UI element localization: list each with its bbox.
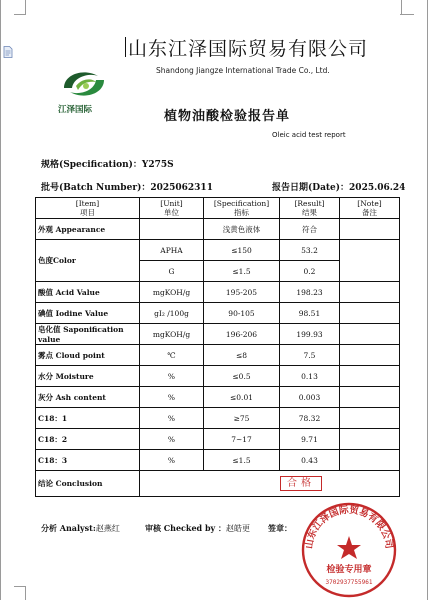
header-spec-cn: 指标 [234, 208, 249, 217]
item-cell: 雾点 Cloud point [36, 345, 140, 366]
company-logo-text: 江泽国际 [58, 105, 93, 115]
date-label: 报告日期(Date)： [272, 183, 350, 193]
item-cell: C18：3 [36, 450, 140, 471]
result-cell: 0.43 [280, 450, 340, 471]
note-cell [340, 387, 400, 408]
signature-label: 签章： [268, 523, 292, 533]
header-item [36, 198, 140, 219]
unit-cell: % [140, 429, 204, 450]
note-cell [340, 240, 400, 282]
checked-label: 审核 Checked by ： [145, 523, 226, 533]
item-cell: 水分 Moisture [36, 366, 140, 387]
spec-cell: ≥75 [204, 408, 280, 429]
result-cell: 53.2 [280, 240, 340, 261]
spec-cell: ≤0.5 [204, 366, 280, 387]
result-cell: 78.32 [280, 408, 340, 429]
table-row [36, 387, 400, 408]
date-value: 2025.06.24 [349, 183, 406, 193]
unit-cell: ℃ [140, 345, 204, 366]
item-cell: C18：2 [36, 429, 140, 450]
table-row [36, 282, 400, 303]
unit-cell: mgKOH/g [140, 324, 204, 345]
header-item-cn: 项目 [80, 208, 95, 217]
table-row [36, 366, 400, 387]
spec-cell: 195-205 [204, 282, 280, 303]
results-table [35, 197, 400, 497]
note-cell [340, 282, 400, 303]
spec-cell: 196-206 [204, 324, 280, 345]
item-cell: 外观 Appearance [36, 219, 140, 240]
table-row-appearance [36, 219, 400, 240]
result-cell: 7.5 [280, 345, 340, 366]
item-cell: 碘值 Iodine Value [36, 303, 140, 324]
header-result [280, 198, 340, 219]
table-row [36, 408, 400, 429]
batch-label: 批号(Batch Number)： [41, 183, 151, 193]
table-row [36, 324, 400, 345]
item-cell: C18：1 [36, 408, 140, 429]
item-cell: 灰分 Ash content [36, 387, 140, 408]
spec-cell: 90-105 [204, 303, 280, 324]
item-cell: 酸值 Acid Value [36, 282, 140, 303]
table-row-color-apha [36, 240, 400, 261]
conclusion-cell [140, 471, 400, 497]
unit-cell: mgKOH/g [140, 282, 204, 303]
note-cell [340, 303, 400, 324]
analyst-label: 分析 Analyst: [41, 523, 96, 533]
spec-cell: ≤0.01 [204, 387, 280, 408]
analyst-name: 赵燕红 [95, 524, 120, 533]
note-cell [340, 408, 400, 429]
item-cell: 皂化值 Saponification value [36, 324, 140, 345]
specification-line [41, 157, 174, 170]
header-spec-en: [Specification] [213, 199, 270, 208]
header-result-en: [Result] [294, 199, 325, 208]
note-cell [340, 366, 400, 387]
header-unit [140, 198, 204, 219]
analyst-line [41, 523, 120, 534]
unit-cell: % [140, 387, 204, 408]
unit-cell: % [140, 408, 204, 429]
note-cell [340, 345, 400, 366]
seal-arc-text: 山东江泽国际贸易有限公司 [303, 504, 395, 550]
header-result-cn: 结果 [302, 208, 317, 217]
seal-number: 3702937755961 [325, 579, 373, 586]
batch-value: 2025062311 [150, 183, 213, 193]
table-row [36, 429, 400, 450]
result-cell: 198.23 [280, 282, 340, 303]
table-header-row [36, 198, 400, 219]
date-line [272, 180, 405, 193]
note-cell [340, 324, 400, 345]
item-cell: 色度Color [36, 240, 140, 282]
result-cell: 0.2 [280, 261, 340, 282]
crop-mark [400, 14, 414, 15]
result-cell: 0.13 [280, 366, 340, 387]
header-cursor-bar [125, 37, 126, 57]
table-row [36, 450, 400, 471]
result-cell: 98.51 [280, 303, 340, 324]
header-note-en: [Note] [357, 199, 382, 208]
report-title-en: Oleic acid test report [272, 131, 346, 139]
result-cell: 9.71 [280, 429, 340, 450]
crop-mark [25, 586, 26, 600]
unit-cell: % [140, 450, 204, 471]
unit-cell: APHA [140, 240, 204, 261]
spec-cell: 浅黄色液体 [204, 219, 280, 240]
result-cell: 199.93 [280, 324, 340, 345]
specification-label: 规格(Specification)： [41, 160, 142, 170]
spec-cell: ≤150 [204, 240, 280, 261]
crop-mark [25, 0, 26, 15]
header-item-en: [Item] [75, 199, 100, 208]
unit-cell: gI₂ /100g [140, 303, 204, 324]
note-cell [340, 219, 400, 240]
note-cell [340, 450, 400, 471]
specification-value: Y275S [141, 160, 174, 170]
document-icon[interactable] [3, 46, 13, 58]
note-cell [340, 429, 400, 450]
header-unit-en: [Unit] [160, 199, 183, 208]
official-seal [298, 496, 400, 600]
spec-cell: ≤1.5 [204, 261, 280, 282]
result-cell: 0.003 [280, 387, 340, 408]
unit-cell: % [140, 366, 204, 387]
checked-name: 赵皓更 [225, 524, 250, 533]
seal-star-icon [337, 536, 361, 559]
company-name-en: Shandong Jiangze International Trade Co., Ltd. [156, 66, 330, 75]
pass-stamp: 合格 [280, 476, 322, 491]
header-unit-cn: 单位 [164, 208, 179, 217]
header-note [340, 198, 400, 219]
seal-center-text: 检验专用章 [326, 565, 372, 575]
checked-line [145, 523, 250, 534]
report-title-cn: 植物油酸检验报告单 [164, 109, 291, 124]
header-note-cn: 备注 [362, 208, 377, 217]
unit-cell [140, 219, 204, 240]
result-cell: 符合 [280, 219, 340, 240]
spec-cell: ≤8 [204, 345, 280, 366]
table-row-conclusion [36, 471, 400, 497]
table-row [36, 345, 400, 366]
spec-cell: ≤1.5 [204, 450, 280, 471]
page-edge-left [0, 0, 1, 600]
conclusion-label: 结论 Conclusion [36, 471, 140, 497]
table-row [36, 303, 400, 324]
crop-mark [401, 0, 402, 15]
company-name-cn: 山东江泽国际贸易有限公司 [128, 38, 369, 60]
unit-cell: G [140, 261, 204, 282]
batch-line [41, 180, 213, 193]
company-logo-icon [58, 64, 110, 104]
spec-cell: 7~17 [204, 429, 280, 450]
header-spec [204, 198, 280, 219]
